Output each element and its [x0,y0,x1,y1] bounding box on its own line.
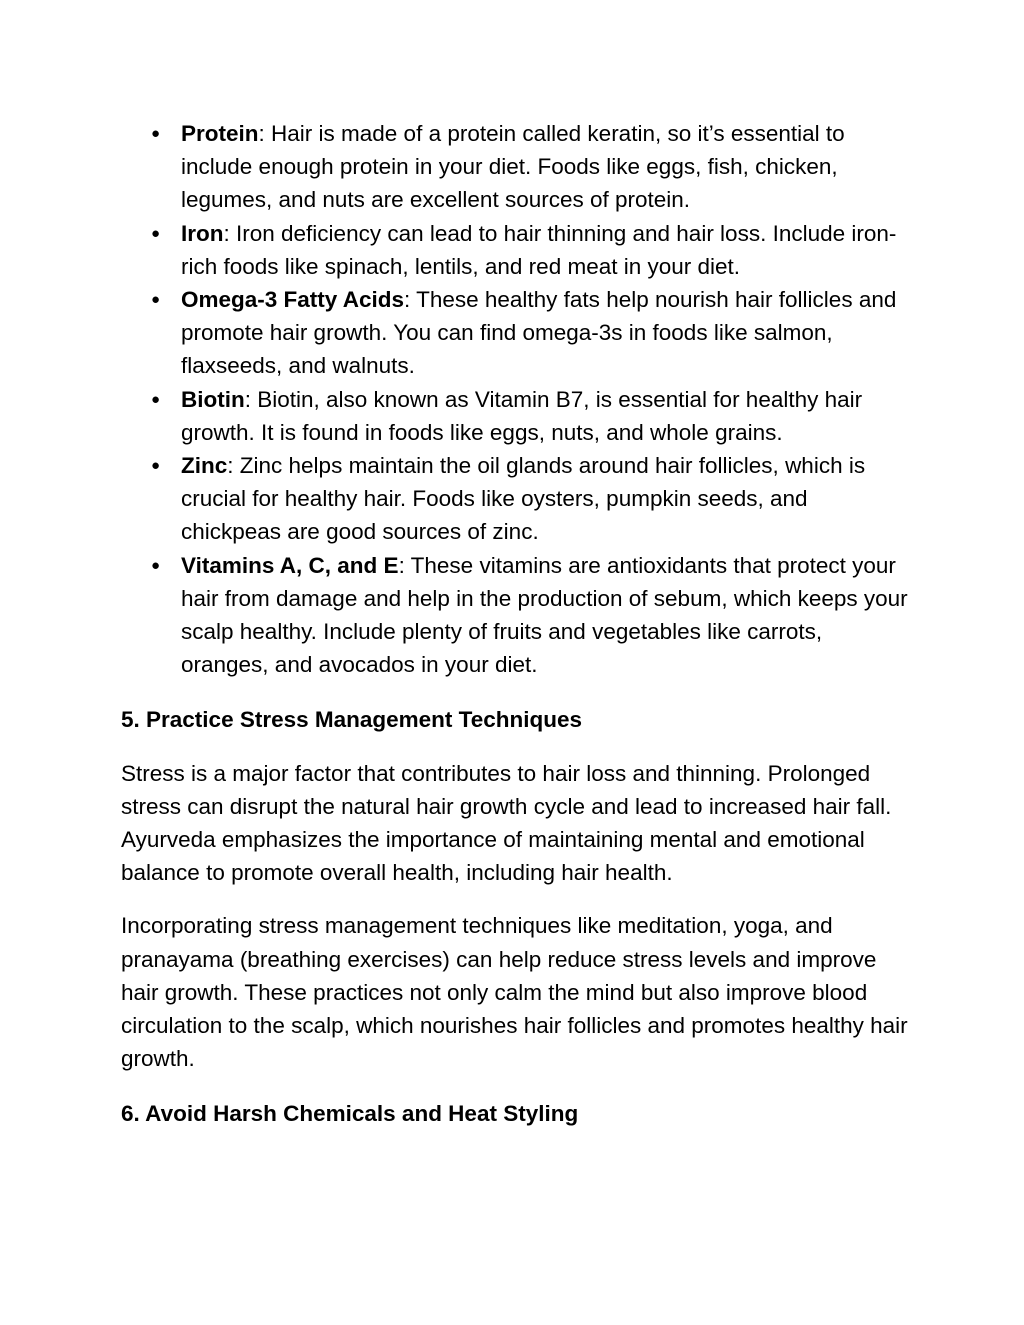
list-item [121,383,911,449]
bullet-icon: ● [151,457,161,475]
bullet-icon: ● [151,224,161,242]
nutrient-description: : Zinc helps maintain the oil glands around hair follicles, which is crucial for healthy hair. Foods like oysters, pumpkin seeds, and chickpeas are good sources of zinc. [181,453,866,545]
bullet-icon: ● [151,125,161,142]
list-item [121,117,911,217]
paragraph: Stress is a major factor that contributes to hair loss and thinning. Prolonged stress can disrupt the natural hair growth cycle and lead to increased hair fall. Ayurveda emphasizes the importance of maintaining mental and emotional balance to promote overall health, including hair health. [121,760,892,886]
list-item [121,449,911,549]
bullet-icon: ● [151,291,161,309]
bullet-icon: ● [151,390,161,408]
nutrient-description: : Iron deficiency can lead to hair thinning and hair loss. Include iron-rich foods like spinach, lentils, and red meat in your diet. [181,220,897,279]
nutrient-term: Iron [181,220,224,246]
nutrient-description: : Biotin, also known as Vitamin B7, is essential for healthy hair growth. It is found in foods like eggs, nuts, and whole grains. [181,386,863,445]
list-item [121,549,911,682]
nutrient-term: Vitamins A, C, and E [181,552,399,578]
section-heading: 6. Avoid Harsh Chemicals and Heat Styling [121,1101,579,1127]
nutrient-description: : These vitamins are antioxidants that protect your hair from damage and help in the production of sebum, which keeps your scalp healthy. Include plenty of fruits and vegetables like carrots, oranges, and avocados in your diet. [181,552,908,678]
document-page [121,117,911,1131]
nutrient-term: Protein [181,121,259,146]
section-heading: 5. Practice Stress Management Techniques [121,707,583,733]
paragraph: Incorporating stress management techniques like meditation, yoga, and pranayama (breathing exercises) can help reduce stress levels and improve hair growth. These practices not only calm the mind but also improve blood circulation to the scalp, which nourishes hair follicles and promotes healthy hair growth. [121,913,908,1072]
nutrient-list [121,117,911,681]
list-item [121,217,911,283]
list-item [121,283,911,383]
nutrient-description: : These healthy fats help nourish hair follicles and promote hair growth. You can find omega-3s in foods like salmon, flaxseeds, and walnuts. [181,287,897,379]
nutrient-description: : Hair is made of a protein called keratin, so it’s essential to include enough protein in your diet. Foods like eggs, fish, chicken, legumes, and nuts are excellent sources of protein. [181,121,845,213]
nutrient-term: Omega-3 Fatty Acids [181,287,404,313]
nutrient-term: Biotin [181,386,245,412]
bullet-icon: ● [151,556,161,574]
nutrient-term: Zinc [181,453,228,479]
